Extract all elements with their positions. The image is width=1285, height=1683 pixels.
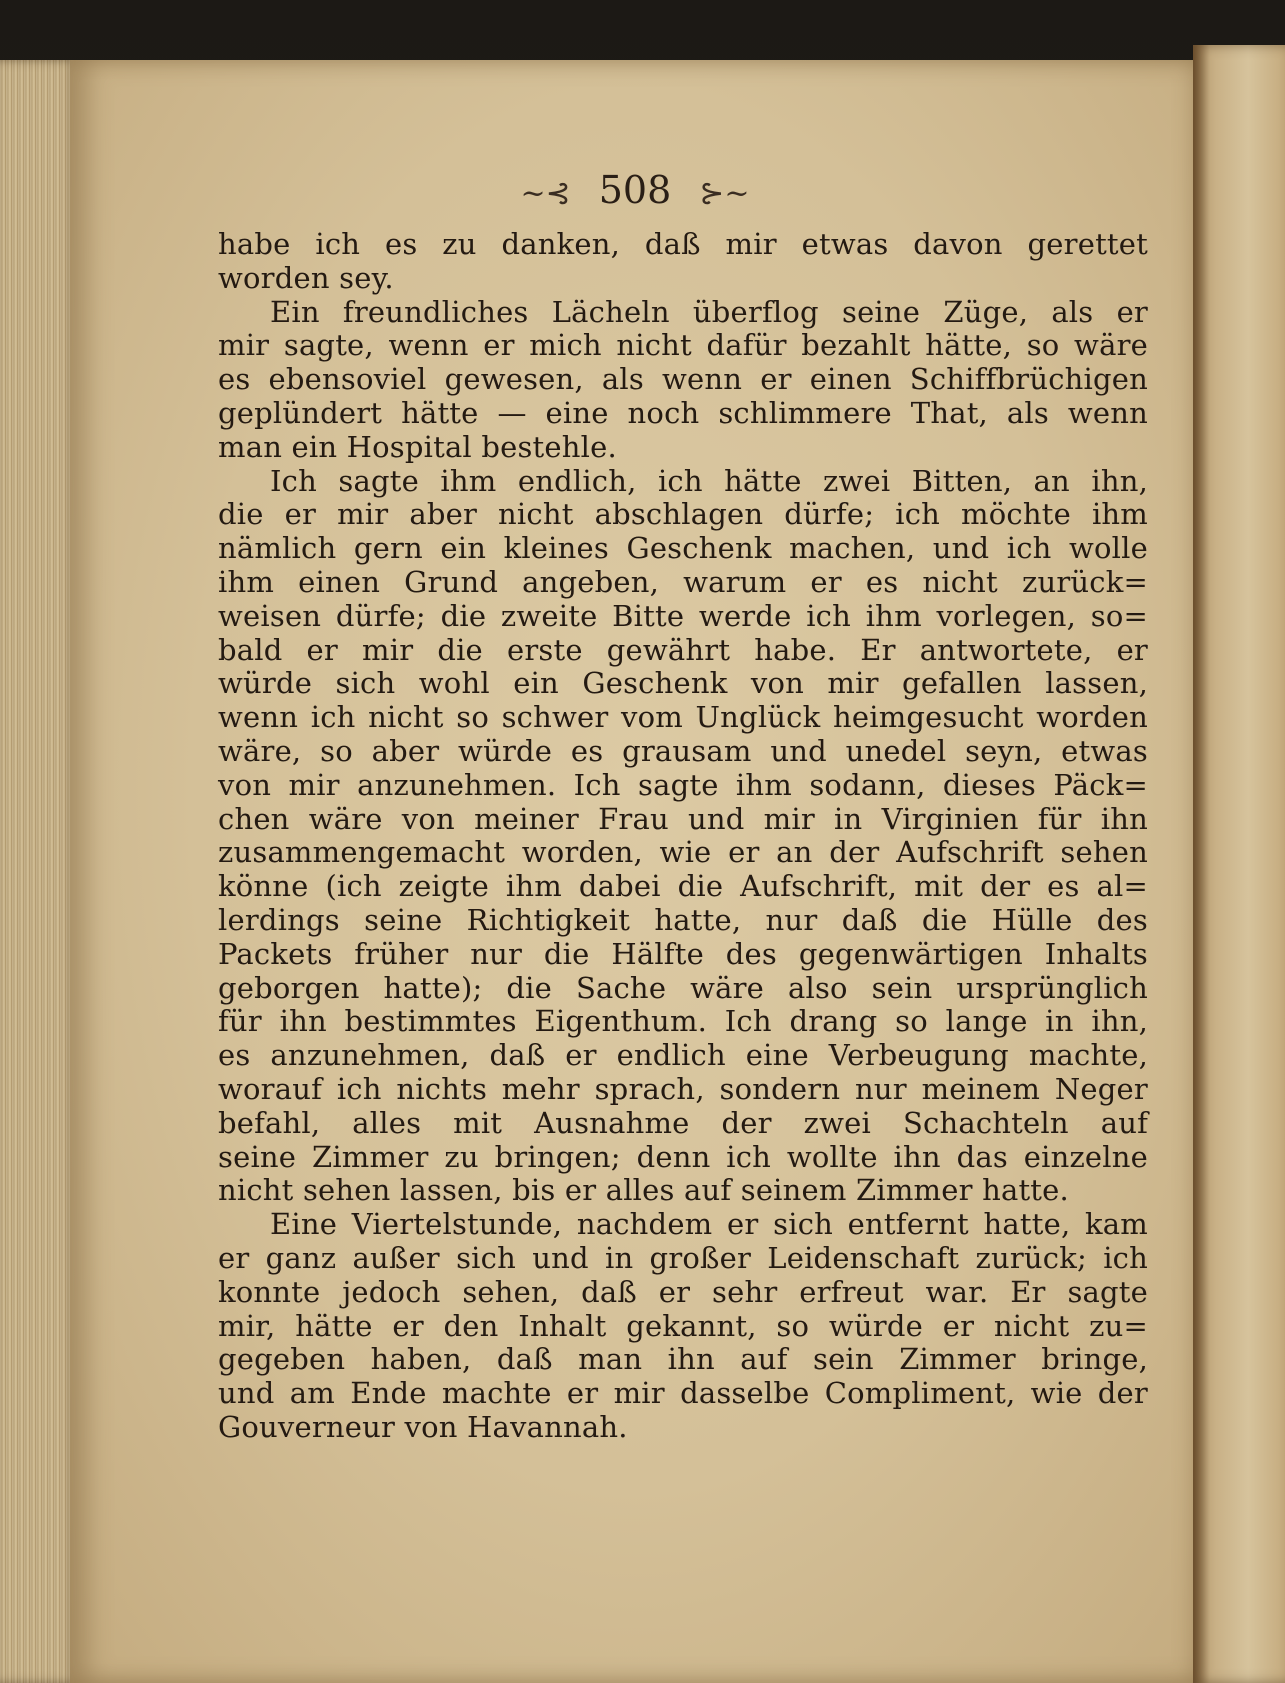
page-header [70,168,1200,212]
text-line: die er mir aber nicht abschlagen dürfe; ich möchte ihm [218,497,1148,532]
text-line: geplündert hätte — eine noch schlimmere That, als wenn [218,395,1148,430]
text-line: Packets früher nur die Hälfte des gegenwärtigen Inhalts [218,936,1148,971]
text-line: geborgen hatte); die Sache wäre also sein ursprünglich [218,970,1148,1005]
text-line: Ich sagte ihm endlich, ich hätte zwei Bitten, an ihn, [270,463,1148,498]
page-number: 508 [598,168,672,212]
text-line: Ein freundliches Lächeln überflog seine Züge, als er [270,294,1148,329]
text-line: bald er mir die erste gewährt habe. Er antwortete, er [218,632,1148,667]
text-line: würde sich wohl ein Geschenk von mir gefallen lassen, [218,666,1148,701]
text-line: befahl, alles mit Ausnahme der zwei Schachteln auf [218,1105,1148,1140]
text-line: worden sey. [218,260,394,295]
text-line: konnte jedoch sehen, daß er sehr erfreut war. Er sagte [218,1274,1148,1309]
text-line: es anzunehmen, daß er endlich eine Verbeugung machte, [218,1038,1148,1073]
text-line: lerdings seine Richtigkeit hatte, nur daß die Hülle des [218,902,1148,937]
text-line: und am Ende machte er mir dasselbe Compliment, wie der [218,1376,1148,1411]
text-line: habe ich es zu danken, daß mir etwas davon gerettet [218,227,1148,261]
text-line: mir, hätte er den Inhalt gekannt, so würde er nicht zu= [218,1308,1148,1343]
text-line: seine Zimmer zu bringen; denn ich wollte ihn das einzelne [218,1139,1148,1174]
text-line: wäre, so aber würde es grausam und unedel seyn, etwas [218,733,1148,768]
facing-page-edge [1193,45,1285,1683]
text-line: Gouverneur von Havannah. [218,1409,628,1444]
right-ornament-icon: ⊱~ [699,176,750,211]
text-line: gegeben haben, daß man ihn auf sein Zimmer bringe, [218,1342,1148,1377]
left-ornament-icon: ~⊰ [520,176,571,211]
text-line: Eine Viertelstunde, nachdem er sich entfernt hatte, kam [270,1207,1148,1242]
text-line: zusammengemacht worden, wie er an der Aufschrift sehen [218,835,1148,870]
text-line: nicht sehen lassen, bis er alles auf seinem Zimmer hatte. [218,1173,1069,1208]
text-line: mir sagte, wenn er mich nicht dafür bezahlt hätte, so wäre [218,328,1148,363]
text-line: man ein Hospital bestehle. [218,429,617,464]
body-text [218,228,1148,1445]
book-page [70,60,1200,1683]
text-line: worauf ich nichts mehr sprach, sondern nur meinem Neger [218,1071,1148,1106]
text-line: für ihn bestimmtes Eigenthum. Ich drang so lange in ihn, [218,1004,1148,1039]
text-line: von mir anzunehmen. Ich sagte ihm sodann, dieses Päck= [218,767,1148,802]
book-page-edges [0,60,78,1683]
text-line: er ganz außer sich und in großer Leidenschaft zurück; ich [218,1240,1148,1275]
text-line: nämlich gern ein kleines Geschenk machen, und ich wolle [218,531,1148,566]
text-line: chen wäre von meiner Frau und mir in Virginien für ihn [218,801,1148,836]
text-line: könne (ich zeigte ihm dabei die Aufschrift, mit der es al= [218,869,1148,904]
text-line: es ebensoviel gewesen, als wenn er einen Schiffbrüchigen [218,362,1148,397]
text-line: ihm einen Grund angeben, warum er es nicht zurück= [218,564,1148,599]
text-line: weisen dürfe; die zweite Bitte werde ich ihm vorlegen, so= [218,598,1148,633]
text-line: wenn ich nicht so schwer vom Unglück heimgesucht worden [218,700,1148,735]
